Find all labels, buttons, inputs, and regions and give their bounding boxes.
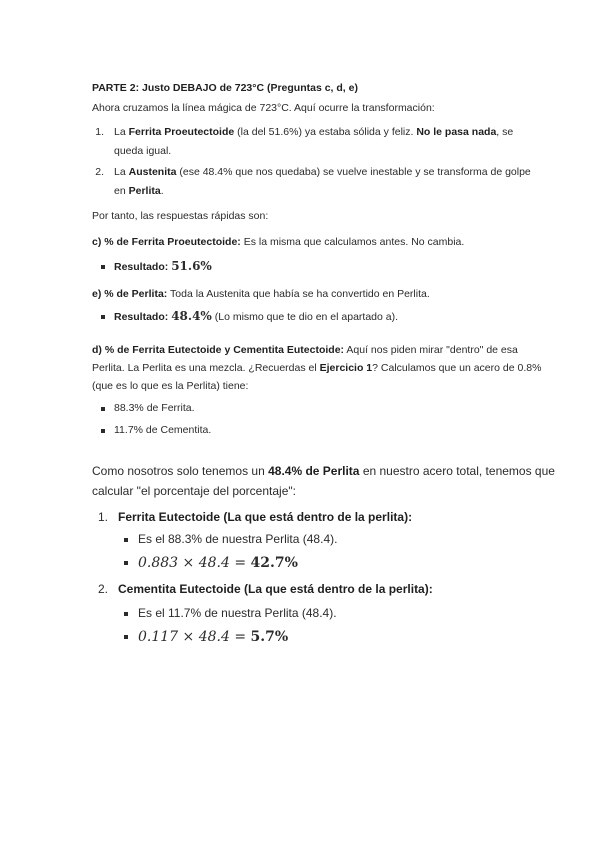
bullet-icon — [101, 429, 105, 433]
bullet-icon — [124, 635, 128, 639]
list-item: Es el 88.3% de nuestra Perlita (48.4). — [92, 528, 532, 550]
bullet-icon — [101, 265, 105, 269]
calc-paragraph: Como nosotros solo tenemos un 48.4% de Perlita en nuestro acero total, tenemos que — [92, 464, 555, 478]
bullet-icon — [101, 315, 105, 319]
calc-item-1: 1. Ferrita Eutectoide (La que está dentro de la perlita): — [97, 510, 413, 524]
formula-row: 0.117 × 48.4 = 5.7% — [92, 624, 532, 648]
list-item: 11.7% de Cementita. — [92, 420, 532, 440]
step-number: 2. — [95, 166, 104, 178]
answer-d: d) % de Ferrita Eutectoide y Cementita Eutectoide: Aquí nos piden mirar "dentro" de esa — [92, 344, 518, 356]
formula-row: 0.883 × 48.4 = 42.7% — [92, 550, 532, 574]
step-item-1: 1. La Ferrita Proeutectoide (la del 51.6%) ya estaba sólida y feliz. No le pasa nada, se queda igual. — [92, 122, 532, 162]
summary-intro: Por tanto, las respuestas rápidas son: — [92, 210, 269, 222]
answer-c: c) % de Ferrita Proeutectoide: Es la misma que calculamos antes. No cambia. — [92, 236, 465, 248]
bullet-icon — [101, 407, 105, 411]
answer-e-result: Resultado: 48.4% (Lo mismo que te dio en el apartado a). — [92, 306, 532, 326]
bullet-icon — [124, 612, 128, 616]
list-item: 88.3% de Ferrita. — [92, 398, 532, 418]
answer-c-result: Resultado: 51.6% — [92, 256, 532, 276]
list-item: Es el 11.7% de nuestra Perlita (48.4). — [92, 602, 532, 624]
bullet-icon — [124, 538, 128, 542]
bullet-icon — [124, 561, 128, 565]
calc-item-2: 2. Cementita Eutectoide (La que está dentro de la perlita): — [97, 582, 433, 596]
calc-paragraph-line2: calcular "el porcentaje del porcentaje": — [92, 484, 296, 498]
intro-paragraph: Ahora cruzamos la línea mágica de 723°C. Aquí ocurre la transformación: — [92, 102, 435, 114]
step-item-2: 2. La Austenita (ese 48.4% que nos quedaba) se vuelve inestable y se transforma de golpe en Perlita. — [92, 162, 532, 202]
step-number: 1. — [95, 126, 104, 138]
answer-e: e) % de Perlita: Toda la Austenita que había se ha convertido en Perlita. — [92, 288, 430, 300]
answer-d-line3: (que es lo que es la Perlita) tiene: — [92, 380, 249, 392]
section-title: PARTE 2: Justo DEBAJO de 723°C (Preguntas c, d, e) — [92, 82, 358, 94]
answer-d-line2: Perlita. La Perlita es una mezcla. ¿Recuerdas el Ejercicio 1? Calculamos que un acero de 0.8% — [92, 362, 542, 374]
